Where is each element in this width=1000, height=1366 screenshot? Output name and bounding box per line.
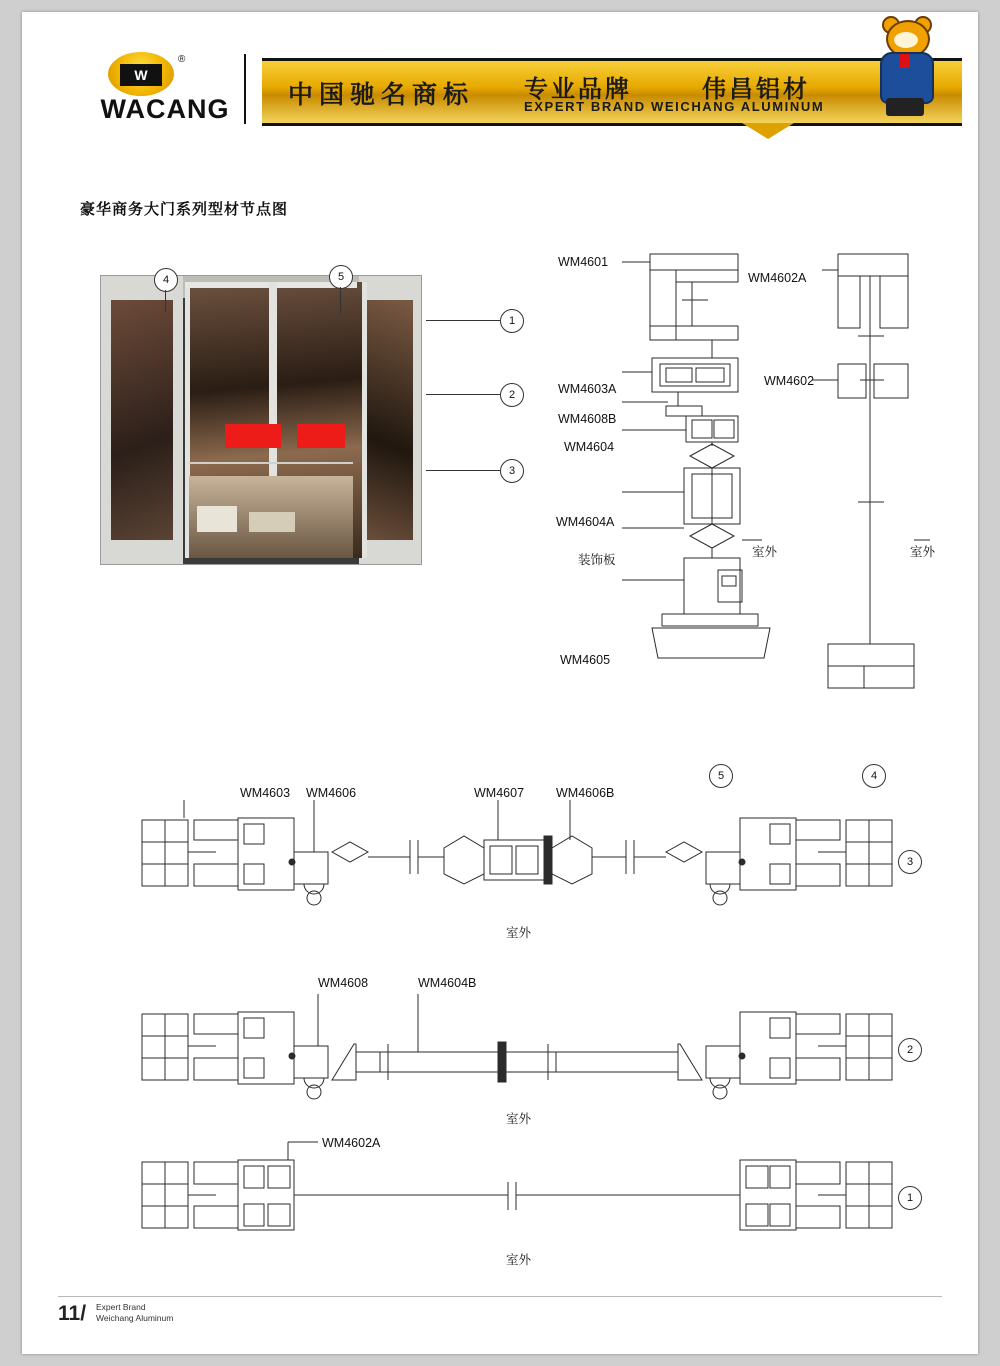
brand-banner: [262, 58, 962, 126]
label-wm4603: WM4603: [240, 786, 291, 800]
callout-1: 1: [500, 309, 524, 333]
label-wm4606: WM4606: [306, 786, 357, 800]
label-wm4602: WM4602: [764, 374, 815, 388]
photo-sidelight-right: [367, 300, 413, 540]
label-wm4604b: WM4604B: [418, 976, 477, 990]
horizontal-section-3-drawing: [118, 800, 918, 920]
photo-red-bar-left: [225, 424, 281, 448]
page-number: 11/: [58, 1302, 87, 1325]
callout-2: 2: [500, 383, 524, 407]
page-footer: [22, 1296, 978, 1336]
label-wm4606b: WM4606B: [556, 786, 615, 800]
label-wm4604a: WM4604A: [556, 515, 615, 529]
callout-3-leader: [426, 470, 500, 471]
outside-label-section-3: 室外: [506, 926, 532, 940]
section-callout-5: 5: [709, 764, 733, 788]
callout-5: 5: [329, 265, 353, 289]
registered-mark: ®: [178, 54, 186, 65]
page-title: 豪华商务大门系列型材节点图: [80, 201, 289, 218]
callout-2-leader: [426, 394, 500, 395]
door-photograph: [100, 275, 422, 565]
footer-divider: [58, 1296, 942, 1297]
logo-mark-icon: [108, 52, 174, 96]
banner-brand-en: EXPERT BRAND WEICHANG ALUMINUM: [524, 99, 825, 114]
photo-horizontal-rail: [189, 462, 353, 464]
section-callout-4: 4: [862, 764, 886, 788]
label-wm4603a: WM4603A: [558, 382, 617, 396]
label-wm4608: WM4608: [318, 976, 369, 990]
label-wm4605: WM4605: [560, 653, 611, 667]
callout-4-leader: [165, 290, 166, 312]
horizontal-section-2-drawing: [118, 994, 918, 1114]
page-header: [22, 50, 978, 130]
mascot-tie: [900, 54, 910, 68]
catalog-page: [22, 12, 978, 1354]
banner-brand-cn-2: 伟昌铝材: [702, 76, 810, 103]
banner-brand-cn: 专业品牌: [524, 76, 632, 103]
mascot-legs: [886, 98, 924, 116]
outside-label-section-2: 室外: [506, 1112, 532, 1126]
photo-sidelight-left: [111, 300, 173, 540]
footer-line-1: Expert Brand: [96, 1302, 146, 1312]
section-1-callout: 1: [898, 1186, 922, 1210]
outside-label-section-1: 室外: [506, 1253, 532, 1267]
label-wm4604: WM4604: [564, 440, 615, 454]
tiger-mascot-icon: [860, 18, 956, 122]
brand-logo: [80, 52, 250, 128]
logo-wordmark: WACANG: [100, 94, 230, 124]
section-3-callout: 3: [898, 850, 922, 874]
photo-red-bar-right: [297, 424, 345, 448]
label-wm4607: WM4607: [474, 786, 525, 800]
vertical-section-drawing: [622, 240, 952, 750]
callout-3: 3: [500, 459, 524, 483]
label-wm4601: WM4601: [558, 255, 609, 269]
banner-notch: [742, 123, 794, 139]
callout-4: 4: [154, 268, 178, 292]
photo-interior-object-2: [249, 512, 295, 532]
label-decor-panel: 装饰板: [578, 553, 616, 567]
label-wm4602a-vertical: WM4602A: [748, 271, 807, 285]
banner-chinese-trademark: 中国驰名商标: [288, 81, 475, 109]
label-wm4608b: WM4608B: [558, 412, 617, 426]
callout-5-leader: [340, 287, 341, 313]
outside-label-vertical-right: 室外: [910, 545, 936, 559]
outside-label-vertical-left: 室外: [752, 545, 778, 559]
footer-brand-lines: [96, 1302, 173, 1324]
label-wm4602a-section-1: WM4602A: [322, 1136, 381, 1150]
photo-interior-object-1: [197, 506, 237, 532]
header-divider: [244, 54, 246, 124]
horizontal-section-1-drawing: [118, 1140, 918, 1250]
mascot-face: [894, 32, 918, 48]
callout-1-leader: [426, 320, 500, 321]
section-2-callout: 2: [898, 1038, 922, 1062]
logo-mark-letter: W: [120, 64, 162, 86]
footer-line-2: Weichang Aluminum: [96, 1313, 174, 1323]
